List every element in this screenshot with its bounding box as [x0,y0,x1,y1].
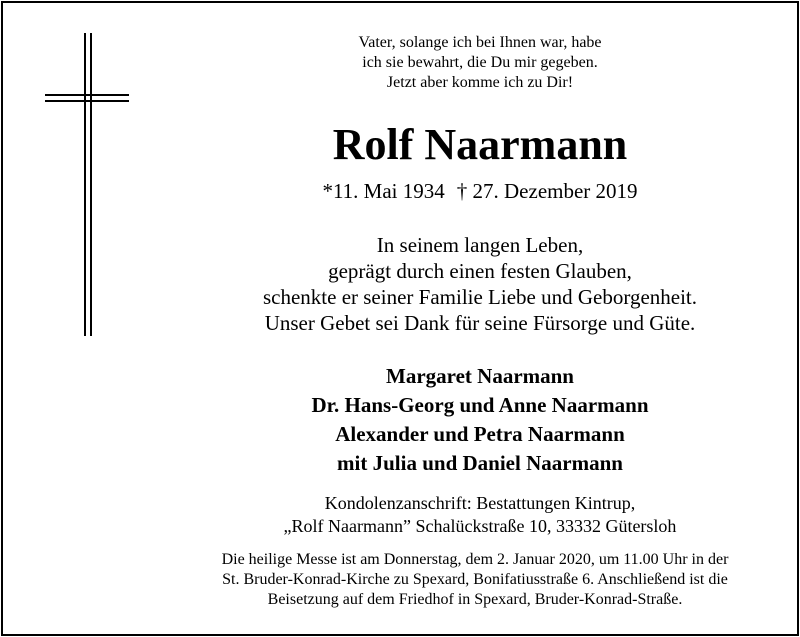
mourner-name: Margaret Naarmann [386,364,574,388]
verse-line: ich sie bewahrt, die Du mir gegeben. [362,54,598,71]
cross-horizontal-bar [45,100,129,102]
service-line: St. Bruder-Konrad-Kirche zu Spexard, Bonifatiusstraße 6. Anschließend ist die [222,571,728,588]
condolence-address [160,492,800,538]
life-dates [160,178,800,204]
memorial-text [160,232,800,336]
deceased-name: Rolf Naarmann [332,120,628,169]
mourner-name: mit Julia und Daniel Naarmann [337,451,623,475]
memorial-line: Unser Gebet sei Dank für seine Fürsorge und Güte. [264,311,696,335]
mourners-list [160,362,800,478]
death-date: † 27. Dezember 2019 [456,179,638,203]
verse-line: Vater, solange ich bei Ihnen war, habe [358,34,602,51]
verse-line: Jetzt aber komme ich zu Dir! [386,74,574,91]
condolence-line: „Rolf Naarmann” Schalückstraße 10, 33332 Gütersloh [283,516,677,536]
cross-vertical-bar [84,33,86,336]
memorial-line: schenkte er seiner Familie Liebe und Geborgenheit. [262,285,698,309]
service-information [150,550,800,610]
birth-date: *11. Mai 1934 [322,179,445,203]
service-line: Beisetzung auf dem Friedhof in Spexard, Bruder-Konrad-Straße. [267,591,683,608]
cross-horizontal-bar [45,94,129,96]
cross-vertical-bar [90,33,92,336]
memorial-line: geprägt durch einen festen Glauben, [328,259,632,283]
memorial-line: In seinem langen Leben, [376,233,584,257]
service-line: Die heilige Messe ist am Donnerstag, dem 2. Januar 2020, um 11.00 Uhr in der [221,551,729,568]
condolence-line: Kondolenzanschrift: Bestattungen Kintrup, [324,493,636,513]
mourner-name: Dr. Hans-Georg und Anne Naarmann [311,393,649,417]
bible-verse [160,33,800,93]
cross-icon [0,0,120,360]
mourner-name: Alexander und Petra Naarmann [335,422,625,446]
